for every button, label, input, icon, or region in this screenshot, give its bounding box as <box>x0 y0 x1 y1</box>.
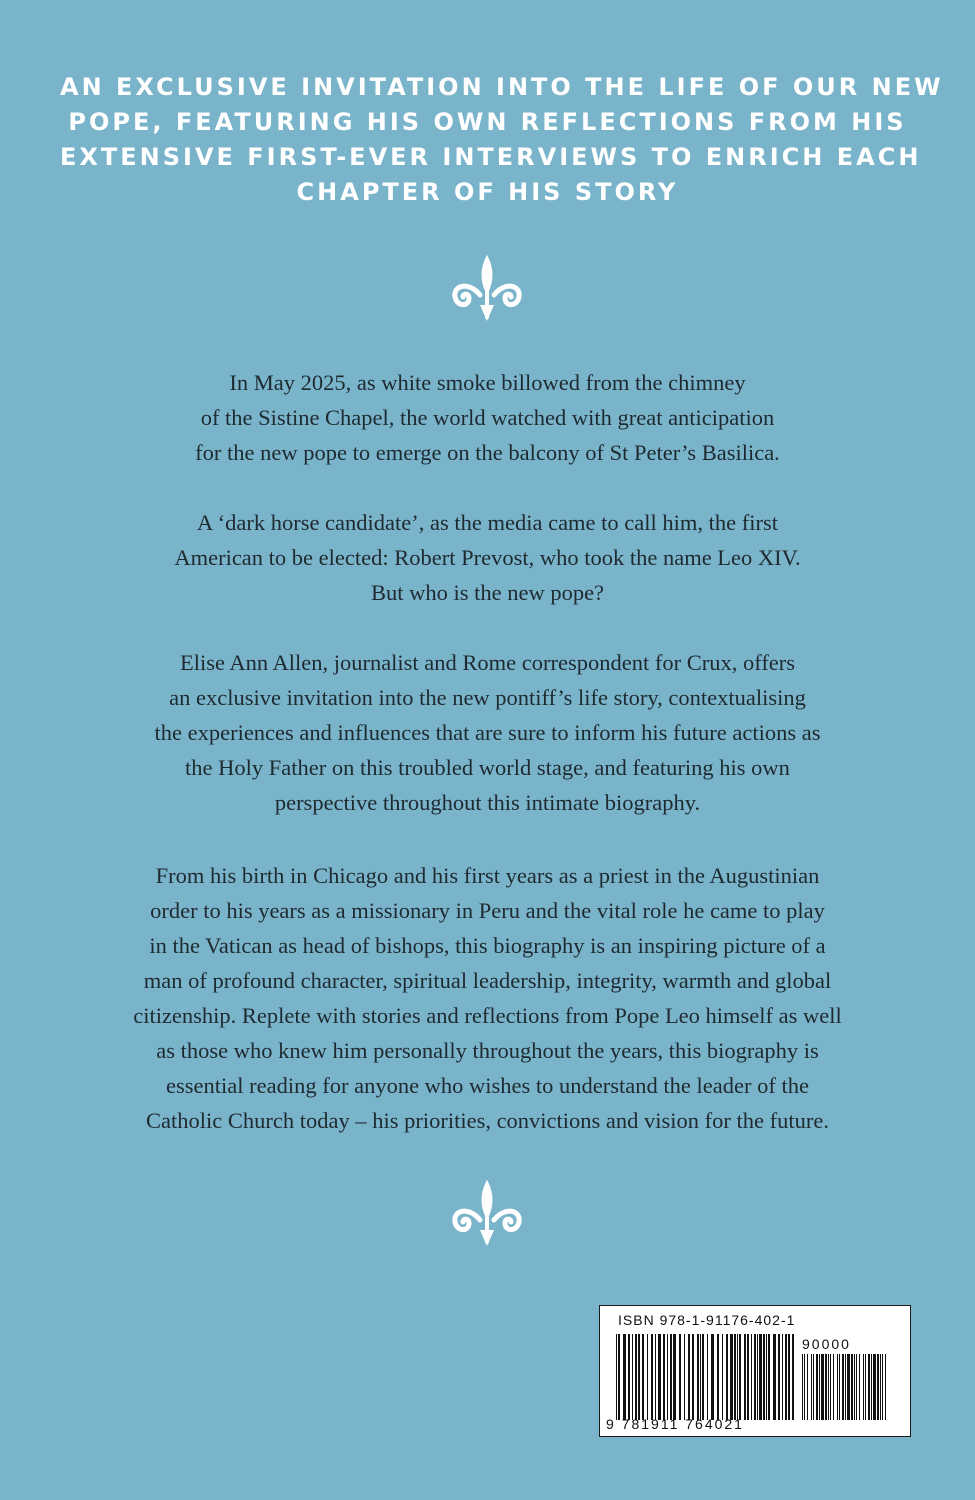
barcode-bar <box>821 1354 824 1420</box>
paragraph-line: Elise Ann Allen, journalist and Rome correspondent for Crux, offers <box>179 650 796 675</box>
paragraph-line: citizenship. Replete with stories and reflections from Pope Leo himself as well <box>133 1003 842 1028</box>
barcode-bar <box>882 1354 883 1420</box>
headline-line: CHAPTER OF HIS STORY <box>296 178 679 206</box>
barcode-bar <box>628 1334 630 1420</box>
barcode-bar <box>816 1354 818 1420</box>
paragraph-line: man of profound character, spiritual leadership, integrity, warmth and global <box>143 968 832 993</box>
barcode-bar <box>700 1334 701 1420</box>
headline-line: EXTENSIVE FIRST-EVER INTERVIEWS TO ENRICH EACH <box>60 143 922 171</box>
barcode-bar <box>658 1334 661 1420</box>
barcode-bar <box>768 1334 770 1420</box>
barcode-bar <box>830 1354 831 1420</box>
barcode-bar <box>804 1354 805 1420</box>
barcode-bar <box>651 1334 653 1420</box>
barcode-bar <box>871 1354 872 1420</box>
barcode-bar <box>747 1334 749 1420</box>
barcode-bar <box>726 1334 728 1420</box>
addon-barcode-bars <box>802 1354 890 1420</box>
barcode-bar <box>632 1334 633 1420</box>
paragraph-dark-horse <box>50 505 925 610</box>
barcode-bar <box>819 1354 820 1420</box>
barcode-bar <box>707 1334 708 1420</box>
barcode-bar <box>785 1334 787 1420</box>
barcode-bar <box>851 1354 853 1420</box>
barcode-bar <box>763 1334 765 1420</box>
barcode-bar <box>734 1334 736 1420</box>
paragraph-line: Catholic Church today – his priorities, convictions and vision for the future. <box>146 1108 829 1133</box>
barcode-bar <box>688 1334 690 1420</box>
barcode-bar <box>717 1334 719 1420</box>
barcode-bar <box>616 1334 617 1420</box>
barcode-bar <box>877 1354 879 1420</box>
price-code: 90000 <box>802 1336 851 1352</box>
barcode-bar <box>837 1354 838 1420</box>
paragraph-line: perspective throughout this intimate biography. <box>274 790 701 815</box>
barcode-bar <box>702 1334 704 1420</box>
barcode-bar <box>722 1334 723 1420</box>
paragraph-line: of the Sistine Chapel, the world watched with great anticipation <box>200 405 775 430</box>
headline-line: AN EXCLUSIVE INVITATION INTO THE LIFE OF OUR NEW <box>60 73 944 101</box>
paragraph-line: as those who knew him personally throughout the years, this biography is <box>156 1038 819 1063</box>
barcode-bar <box>845 1354 846 1420</box>
paragraph-line: American to be elected: Robert Prevost, who took the name Leo XIV. <box>174 545 801 570</box>
barcode-bar <box>759 1334 762 1420</box>
fleur-de-lis-ornament-icon <box>447 251 527 323</box>
paragraph-line: in the Vatican as head of bishops, this biography is an inspiring picture of a <box>149 933 826 958</box>
barcode-bar <box>792 1334 794 1420</box>
barcode-bar <box>847 1354 850 1420</box>
paragraph-line: In May 2025, as white smoke billowed from the chimney <box>229 370 746 395</box>
barcode-bar <box>811 1354 812 1420</box>
barcode-bar <box>788 1334 790 1420</box>
paragraph-line: the Holy Father on this troubled world stage, and featuring his own <box>185 755 790 780</box>
barcode-bar <box>839 1354 840 1420</box>
barcode-bar <box>635 1334 637 1420</box>
barcode-bar <box>737 1334 738 1420</box>
barcode-bar <box>863 1354 864 1420</box>
barcode-bar <box>828 1354 829 1420</box>
barcode-bar <box>739 1334 741 1420</box>
barcode-bar <box>865 1354 866 1420</box>
fleur-de-lis-ornament-icon <box>447 1176 527 1248</box>
barcode-bar <box>697 1334 699 1420</box>
barcode-bar <box>873 1354 876 1420</box>
barcode-bar <box>885 1354 886 1420</box>
barcode-bar <box>773 1334 776 1420</box>
barcode-bar <box>859 1354 860 1420</box>
barcode-bar <box>730 1334 733 1420</box>
barcode-bar <box>825 1354 827 1420</box>
barcode-bar <box>754 1334 756 1420</box>
barcode-bar <box>655 1334 656 1420</box>
barcode-bar <box>868 1354 870 1420</box>
barcode-bar <box>663 1334 665 1420</box>
barcode-bar <box>638 1334 640 1420</box>
ean-digits: 9 781911 764021 <box>606 1416 744 1432</box>
barcode-bar <box>623 1334 626 1420</box>
barcode-bar <box>757 1334 758 1420</box>
isbn-label: ISBN 978-1-91176-402-1 <box>618 1312 796 1328</box>
barcode-bar <box>692 1334 694 1420</box>
isbn-barcode <box>599 1305 911 1437</box>
barcode-bar <box>751 1334 752 1420</box>
paragraph-line: order to his years as a missionary in Peru and the vital role he came to play <box>150 898 825 923</box>
barcode-bar <box>618 1334 620 1420</box>
barcode-bar <box>802 1354 803 1420</box>
barcode-bar <box>880 1354 881 1420</box>
paragraph-line: From his birth in Chicago and his first years as a priest in the Augustinian <box>155 863 820 888</box>
barcode-bar <box>813 1354 814 1420</box>
paragraph-line: the experiences and influences that are sure to inform his future actions as <box>154 720 821 745</box>
barcode-bar <box>778 1334 780 1420</box>
paragraph-author <box>50 645 925 820</box>
paragraph-line: But who is the new pope? <box>370 580 605 605</box>
barcode-bar <box>684 1334 685 1420</box>
barcode-bar <box>842 1354 844 1420</box>
barcode-bar <box>679 1334 681 1420</box>
paragraph-line: essential reading for anyone who wishes to understand the leader of the <box>166 1073 809 1098</box>
barcode-bar <box>711 1334 714 1420</box>
barcode-bar <box>854 1354 855 1420</box>
headline-line: POPE, FEATURING HIS OWN REFLECTIONS FROM HIS <box>68 108 907 136</box>
paragraph-line: A ‘dark horse candidate’, as the media came to call him, the first <box>196 510 779 535</box>
barcode-bar <box>807 1354 808 1420</box>
paragraph-line: for the new pope to emerge on the balcony of St Peter’s Basilica. <box>195 440 780 465</box>
headline-blurb <box>60 70 944 210</box>
barcode-bar <box>782 1334 783 1420</box>
barcode-bar <box>833 1354 834 1420</box>
paragraph-biography <box>50 858 925 1138</box>
barcode-bar <box>766 1334 767 1420</box>
barcode-bar <box>667 1334 668 1420</box>
paragraph-election <box>50 365 925 470</box>
barcode-bar <box>670 1334 672 1420</box>
barcode-bar <box>642 1334 644 1420</box>
barcode-bar <box>744 1334 746 1420</box>
barcode-bar <box>856 1354 857 1420</box>
paragraph-line: an exclusive invitation into the new pontiff’s life story, contextualising <box>169 685 806 710</box>
ean-barcode-bars <box>616 1334 796 1420</box>
barcode-bar <box>673 1334 676 1420</box>
barcode-bar <box>647 1334 648 1420</box>
